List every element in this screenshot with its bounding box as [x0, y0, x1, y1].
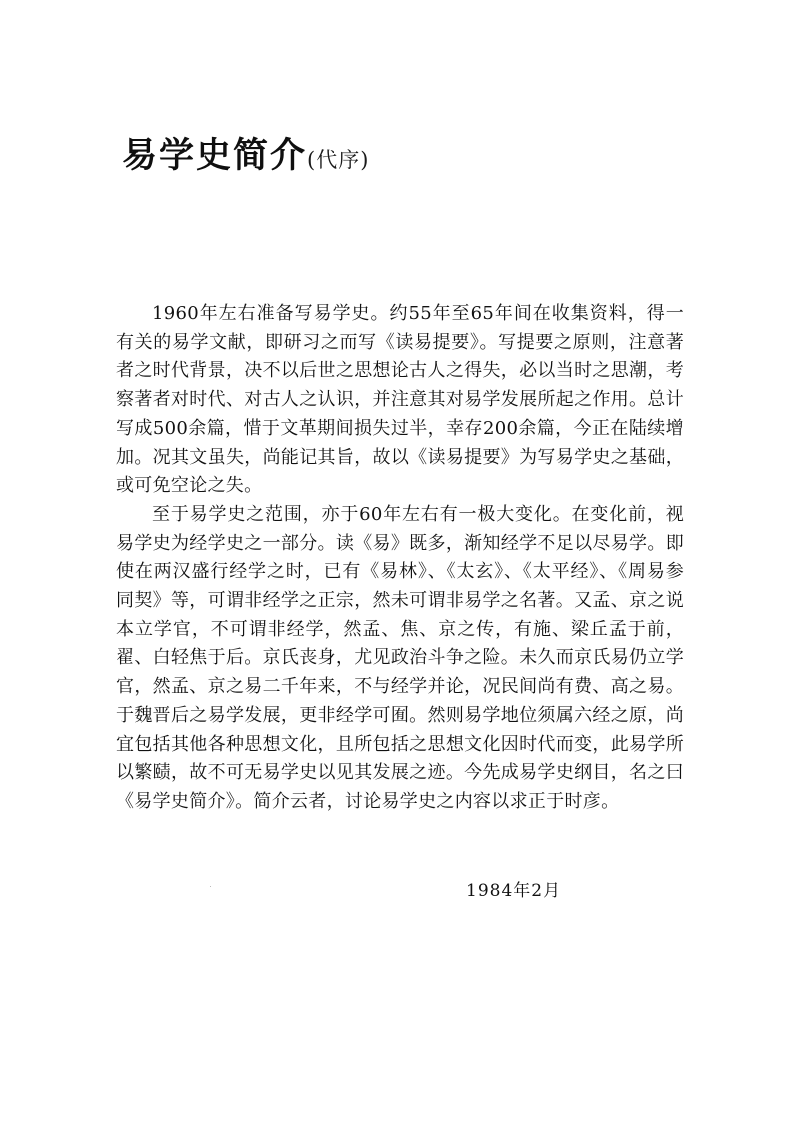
page-title	[122, 128, 369, 178]
body-text	[116, 300, 684, 817]
paragraph-1: 1960年左右准备写易学史。约55年至65年间在收集资料，得一有关的易学文献，即研习之而写《读易提要》。写提要之原则，注意著者之时代背景，决不以后世之思想论古人之得失，必以当时之思潮，考察著者对时代、对古人之认识，并注意其对易学发展所起之作用。总计写成500余篇，惜于文革期间损失过半，幸存200余篇，今正在陆续增加。况其文虽失，尚能记其旨，故以《读易提要》为写易学史之基础，或可免空论之失。	[116, 303, 684, 497]
paragraph-2: 至于易学史之范围，亦于60年左右有一极大变化。在变化前，视易学史为经学史之一部分。读《易》既多，渐知经学不足以尽易学。即使在两汉盛行经学之时，已有《易林》、《太玄》、《太平经》、《周易参同契》等，可谓非经学之正宗，然未可谓非易学之名著。又孟、京之说本立学官，不可谓非经学，然孟、焦、京之传，有施、梁丘孟于前，翟、白轻焦于后。京氏丧身，尤见政治斗争之险。未久而京氏易仍立学官，然孟、京之易二千年来，不与经学并论，况民间尚有费、高之易。于魏晋后之易学发展，更非经学可囿。然则易学地位须属六经之原，尚宜包括其他各种思想文化，且所包括之思想文化因时代而变，此易学所以繁赜，故不可无易学史以见其发展之迹。今先成易学史纲目，名之曰《易学史简介》。简介云者，讨论易学史之内容以求正于时彦。	[116, 503, 684, 812]
title-subtitle: (代序)	[307, 148, 370, 172]
scan-speck	[210, 886, 211, 887]
title-main: 易学史简介	[122, 136, 308, 176]
signature-date: 1984年2月	[466, 881, 562, 901]
